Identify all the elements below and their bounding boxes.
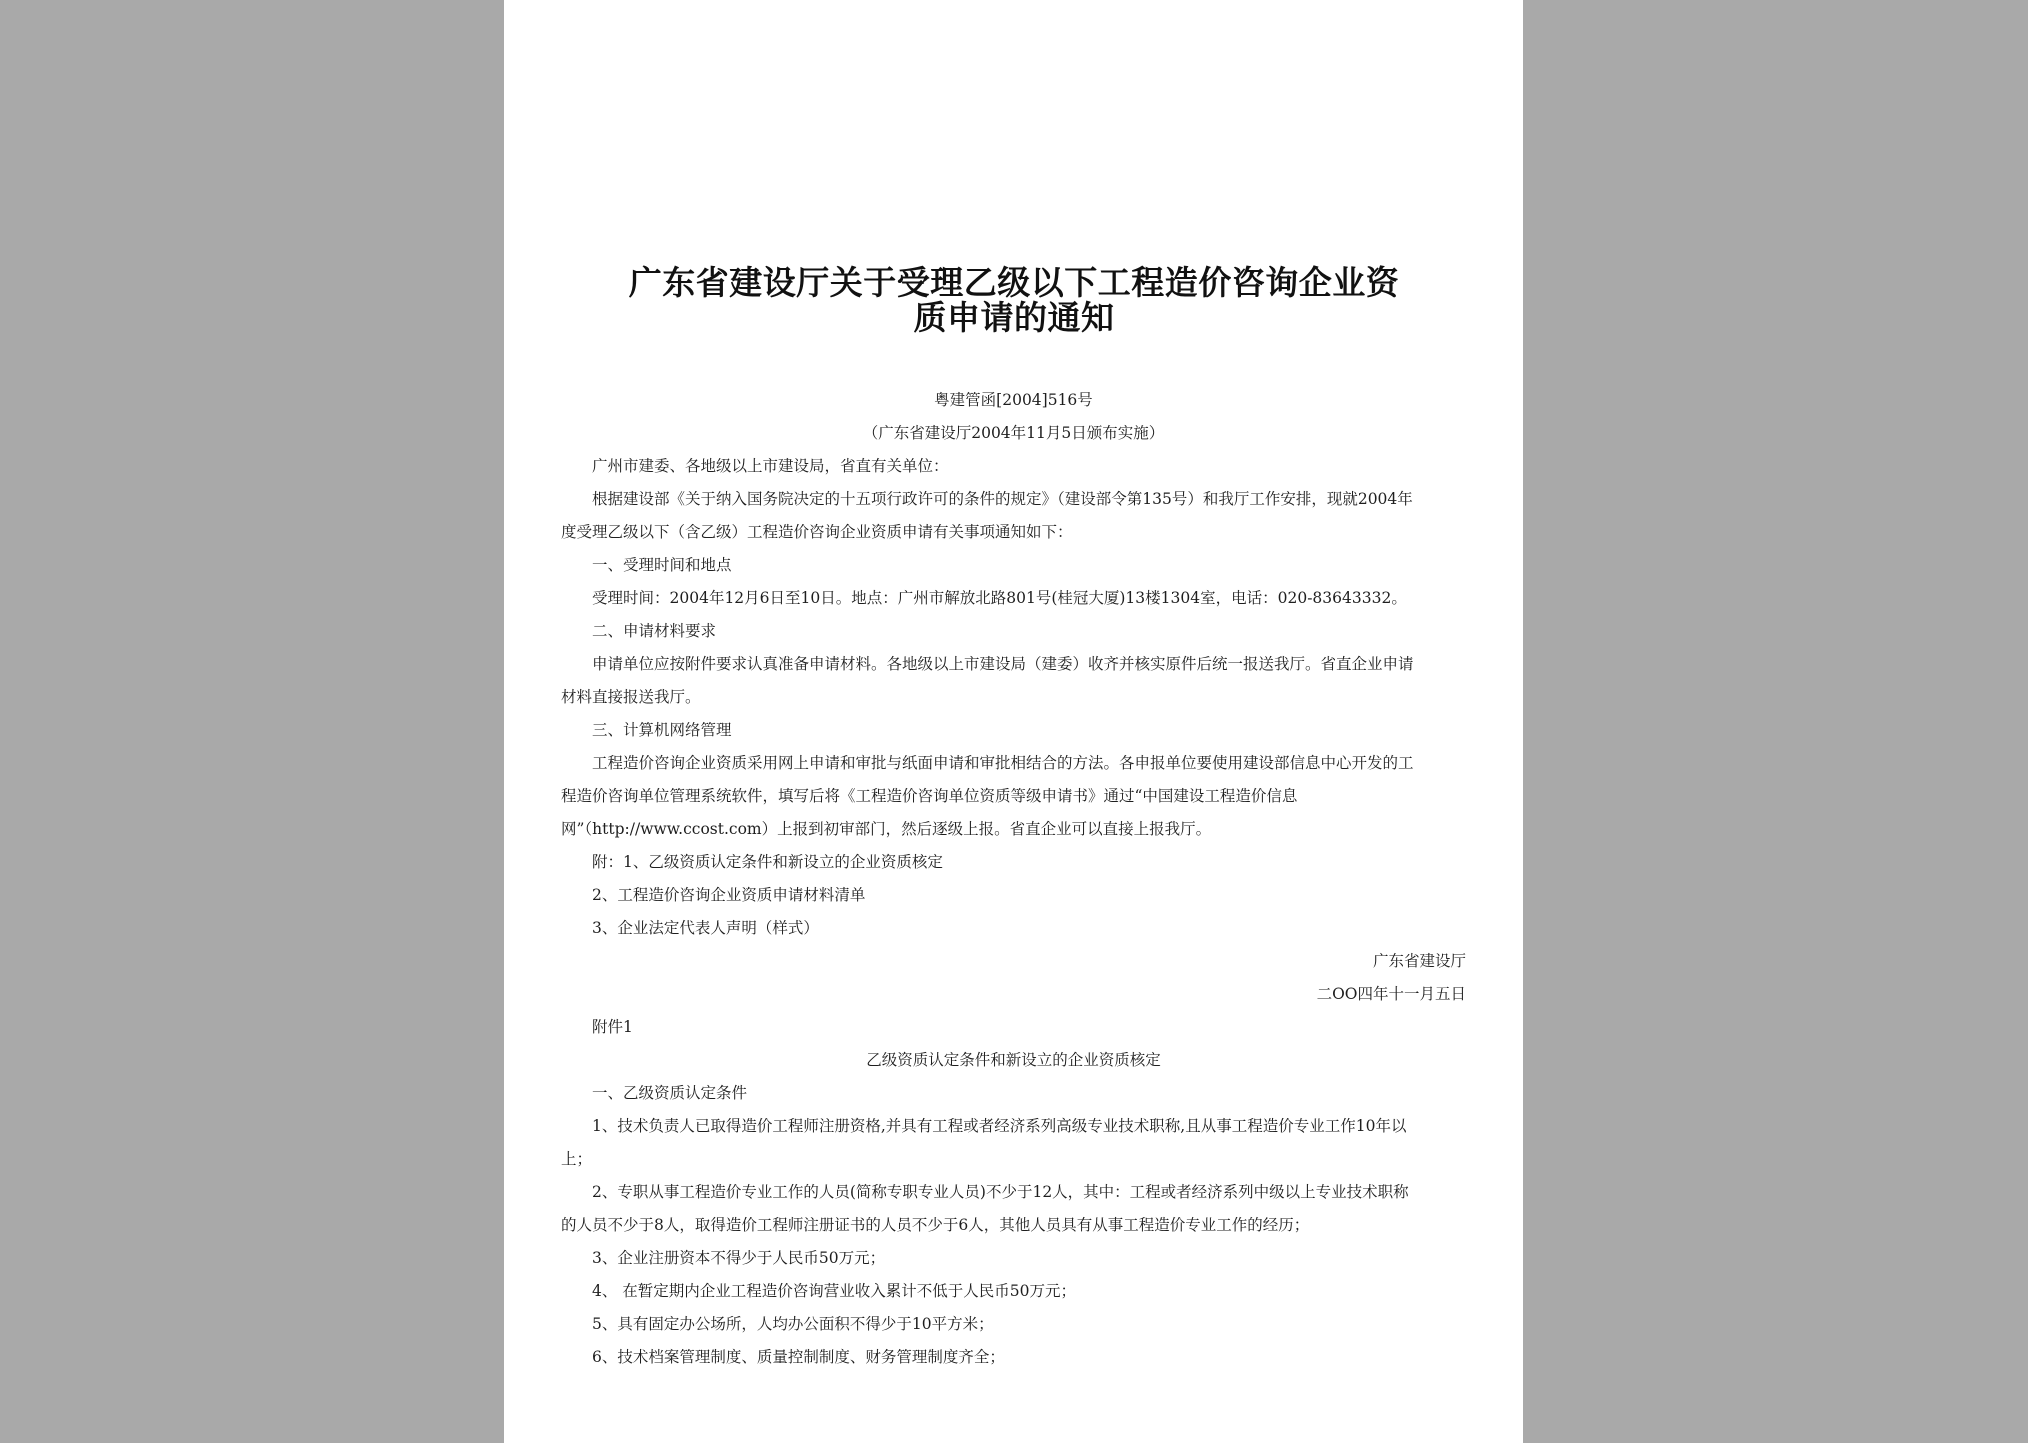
paragraph: 申请单位应按附件要求认真准备申请材料。各地级以上市建设局（建委）收齐并核实原件后统一报送我厅。省直企业申请 (592, 655, 1414, 673)
paragraph: 根据建设部《关于纳入国务院决定的十五项行政许可的条件的规定》（建设部令第135号）和我厅工作安排，现就2004年 (592, 490, 1413, 508)
paragraph: 2、专职从事工程造价专业工作的人员(简称专职专业人员)不少于12人，其中：工程或者经济系列中级以上专业技术职称 (592, 1183, 1409, 1201)
signature-date: 二OO四年十一月五日 (1316, 985, 1466, 1003)
paragraph: 网”（http://www.ccost.com）上报到初审部门，然后逐级上报。省直企业可以直接上报我厅。 (561, 820, 1212, 838)
document-title-line2: 质申请的通知 (913, 298, 1115, 337)
paragraph: 工程造价咨询企业资质采用网上申请和审批与纸面申请和审批相结合的方法。各申报单位要使用建设部信息中心开发的工 (592, 754, 1414, 772)
paragraph: 受理时间：2004年12月6日至10日。地点：广州市解放北路801号(桂冠大厦)13楼1304室，电话：020-83643332。 (592, 589, 1407, 607)
section-heading: 一、受理时间和地点 (592, 556, 732, 574)
attachment-list-item: 3、企业法定代表人声明（样式） (592, 919, 819, 937)
document-number: 粤建管函[2004]516号 (934, 391, 1093, 409)
attachment-list-item: 附：1、乙级资质认定条件和新设立的企业资质核定 (592, 853, 943, 871)
signature-org: 广东省建设厅 (1372, 952, 1466, 970)
attachment-title: 乙级资质认定条件和新设立的企业资质核定 (866, 1051, 1161, 1069)
issue-note: （广东省建设厅2004年11月5日颁布实施） (862, 424, 1165, 442)
paragraph: 程造价咨询单位管理系统软件，填写后将《工程造价咨询单位资质等级申请书》通过“中国建设工程造价信息 (561, 787, 1298, 805)
attachment-label: 附件1 (592, 1018, 633, 1036)
section-heading: 三、计算机网络管理 (592, 721, 732, 739)
document-title-line1: 广东省建设厅关于受理乙级以下工程造价咨询企业资 (628, 263, 1400, 302)
attachment-list-item: 2、工程造价咨询企业资质申请材料清单 (592, 886, 866, 904)
paragraph: 材料直接报送我厅。 (561, 688, 701, 706)
paragraph: 6、技术档案管理制度、质量控制制度、财务管理制度齐全； (592, 1348, 1005, 1366)
paragraph: 4、 在暂定期内企业工程造价咨询营业收入累计不低于人民币50万元； (592, 1282, 1077, 1300)
paragraph: 度受理乙级以下（含乙级）工程造价咨询企业资质申请有关事项通知如下： (561, 523, 1073, 541)
paragraph: 3、企业注册资本不得少于人民币50万元； (592, 1249, 886, 1267)
paragraph: 的人员不少于8人，取得造价工程师注册证书的人员不少于6人，其他人员具有从事工程造价专业工作的经历； (561, 1216, 1310, 1234)
document-page (504, 0, 1523, 1443)
section-heading: 二、申请材料要求 (592, 622, 717, 640)
paragraph: 1、技术负责人已取得造价工程师注册资格,并具有工程或者经济系列高级专业技术职称,且从事工程造价专业工作10年以 (592, 1117, 1407, 1135)
paragraph: 5、具有固定办公场所，人均办公面积不得少于10平方米； (592, 1315, 994, 1333)
addressee: 广州市建委、各地级以上市建设局，省直有关单位： (592, 457, 949, 475)
section-heading: 一、乙级资质认定条件 (592, 1084, 748, 1102)
paragraph: 上； (561, 1150, 593, 1168)
